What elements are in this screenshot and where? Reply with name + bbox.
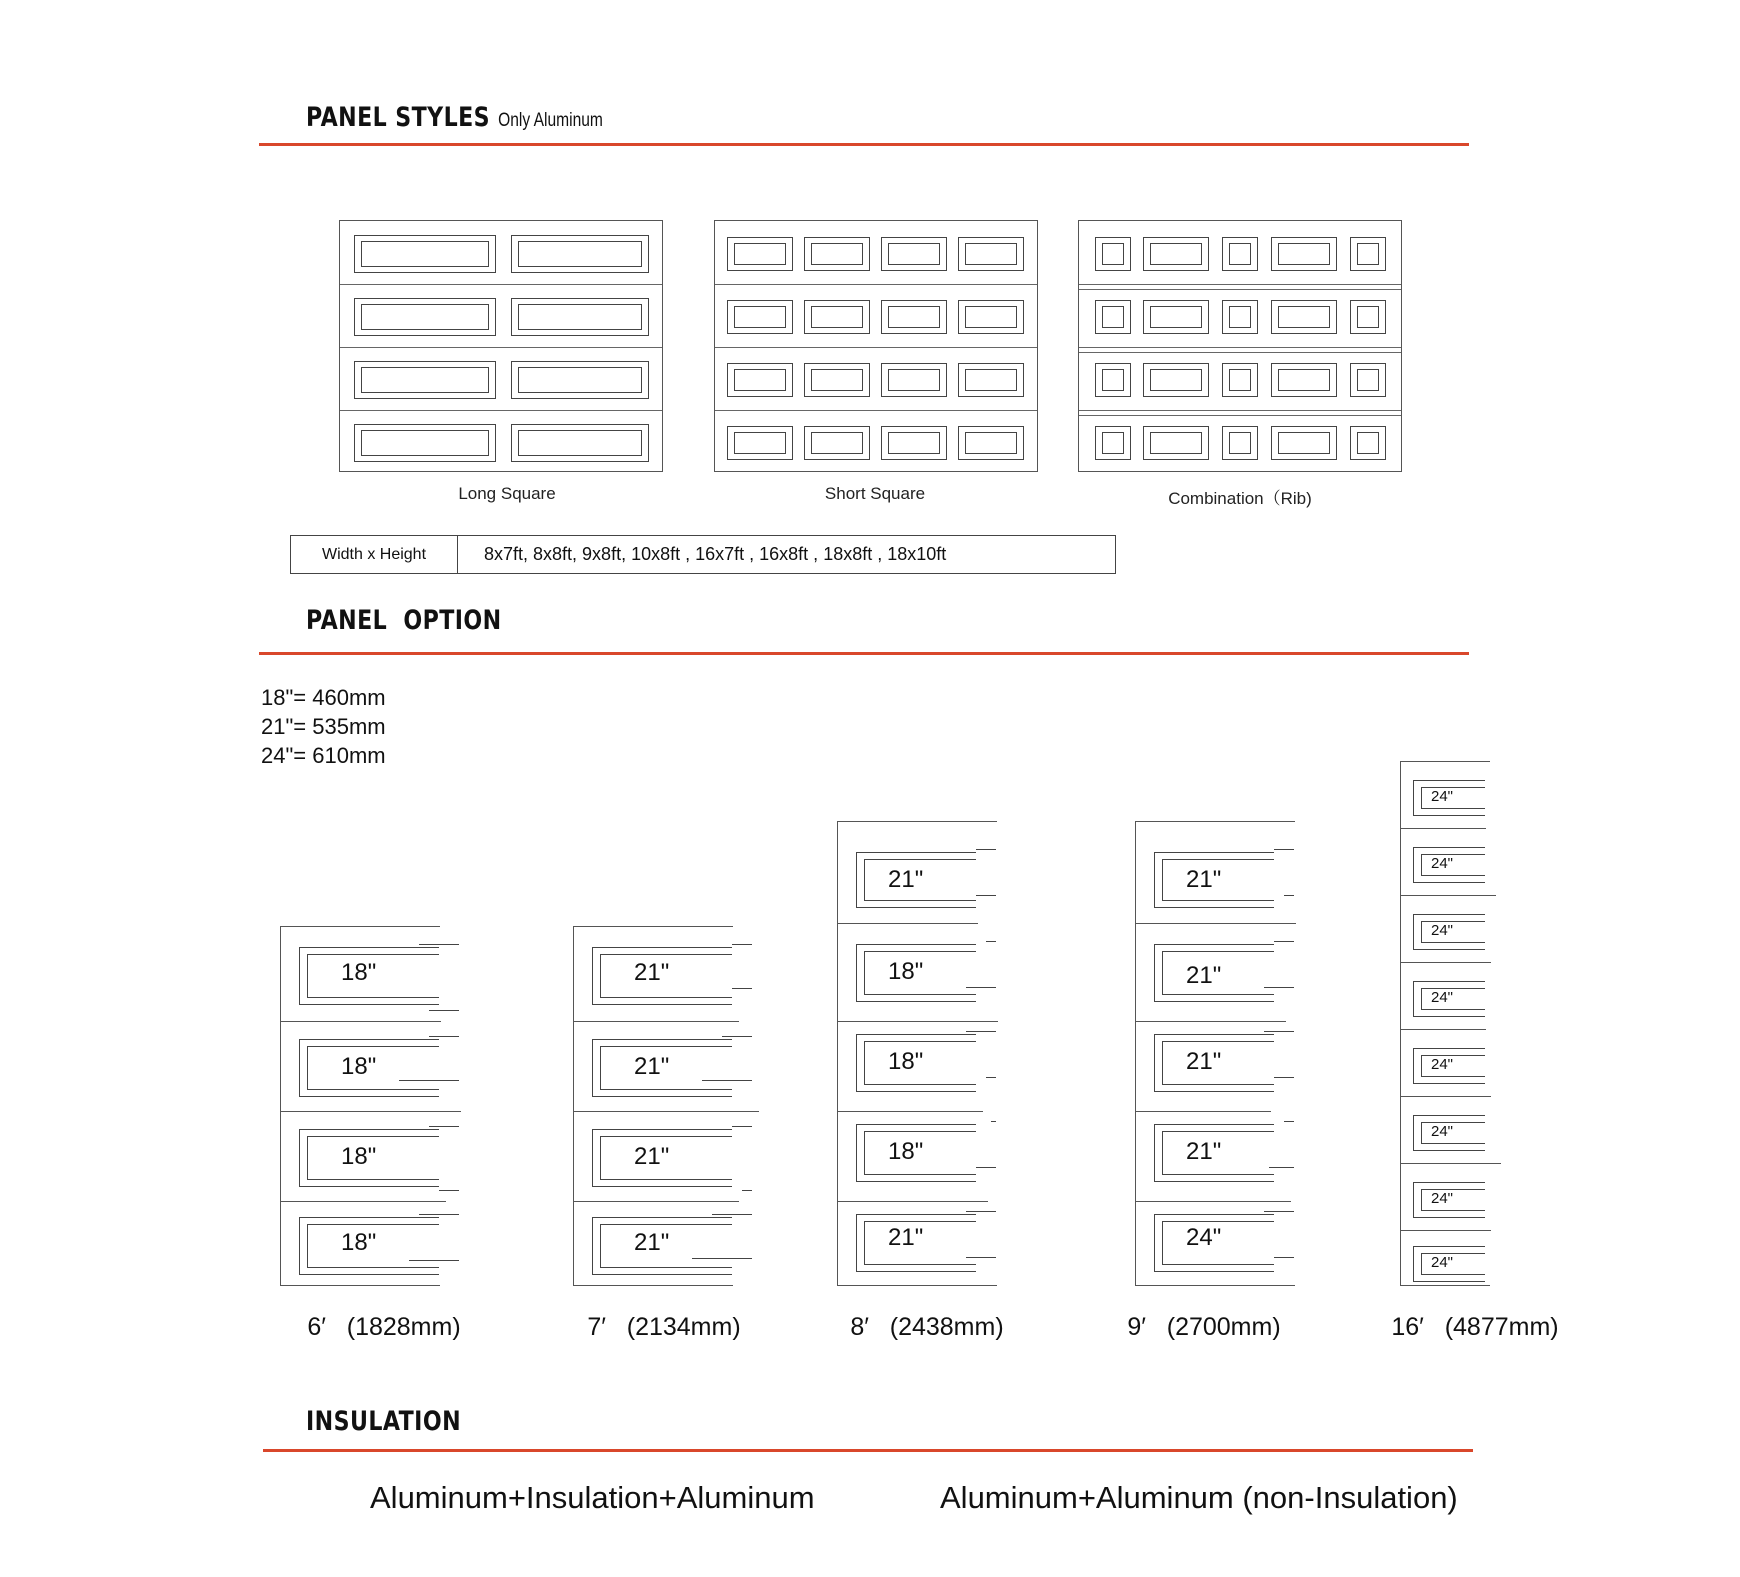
short-panel [804, 363, 870, 397]
panel-styles-rule [259, 143, 1469, 146]
panel-height-label: 24" [1431, 788, 1454, 805]
combo-panel [1143, 363, 1209, 397]
panel-height-label: 21" [1186, 866, 1222, 893]
short-panel [958, 237, 1024, 271]
panel-height-label: 21" [634, 1053, 670, 1080]
edge-line [429, 1010, 459, 1011]
panel-divider [281, 1111, 461, 1112]
door-16ft-panels [1400, 761, 1490, 1286]
panel-height-label: 24" [1186, 1224, 1222, 1251]
long-panel [511, 298, 649, 336]
panel-divider [838, 1021, 998, 1022]
edge-line [722, 1036, 752, 1037]
panel-divider [838, 1201, 988, 1202]
combo-panel [1095, 300, 1131, 334]
edge-line [439, 1190, 459, 1191]
short-panel [958, 300, 1024, 334]
edge-line [986, 941, 996, 942]
size-table-value: 8x7ft, 8x8ft, 9x8ft, 10x8ft , 16x7ft , 16x8ft , 18x8ft , 18x10ft [484, 544, 947, 564]
panel-height-label: 18" [341, 1143, 377, 1170]
row-divider [715, 410, 1037, 411]
long-square-diagram [339, 220, 663, 472]
panel-height-label: 21" [634, 1229, 670, 1256]
combo-panel [1350, 300, 1386, 334]
edge-line [419, 1214, 459, 1215]
panel-divider [1401, 828, 1486, 829]
short-panel [727, 300, 793, 334]
size-table [290, 535, 1116, 574]
row-divider [340, 410, 662, 411]
short-panel [958, 363, 1024, 397]
panel-height-label: 21" [634, 1143, 670, 1170]
door-6ft-panels [280, 926, 440, 1286]
panel-divider [574, 1201, 739, 1202]
panel-height-label: 24" [1431, 922, 1454, 939]
short-panel [804, 237, 870, 271]
short-panel [727, 363, 793, 397]
row-divider [1079, 284, 1401, 285]
combo-panel [1350, 237, 1386, 271]
long-panel [511, 424, 649, 462]
panel-divider [838, 923, 978, 924]
edge-line [1274, 1257, 1294, 1258]
combo-panel [1095, 426, 1131, 460]
panel-height-label: 21" [888, 1224, 924, 1251]
edge-line [732, 1126, 752, 1127]
edge-line [1274, 849, 1294, 850]
edge-line [409, 1260, 459, 1261]
rib-line [1079, 352, 1401, 353]
long-panel [354, 235, 496, 273]
panel-height-label: 21" [1186, 1138, 1222, 1165]
conversion-18: 18"= 460mm [261, 685, 386, 710]
panel-height-label: 18" [888, 1048, 924, 1075]
edge-line [966, 987, 996, 988]
edge-line [986, 1077, 996, 1078]
insulation-title: INSULATION [306, 1406, 462, 1437]
short-panel [727, 426, 793, 460]
edge-line [1264, 1031, 1294, 1032]
edge-line [976, 895, 996, 896]
panel-divider [1136, 1111, 1271, 1112]
long-panel [354, 424, 496, 462]
size-conversions [261, 683, 386, 770]
edge-line [1264, 1211, 1294, 1212]
panel-divider [1136, 1021, 1286, 1022]
panel-height-label: 18" [888, 958, 924, 985]
door-16ft-width: 16′ (4877mm) [1391, 1313, 1559, 1341]
rib-line [1079, 289, 1401, 290]
row-divider [715, 347, 1037, 348]
combo-panel [1350, 426, 1386, 460]
edge-line [976, 1167, 996, 1168]
short-panel [804, 300, 870, 334]
panel-divider [1136, 1201, 1291, 1202]
insulation-option-insulated: Aluminum+Insulation+Aluminum [370, 1480, 815, 1515]
panel-height-label: 21" [1186, 1048, 1222, 1075]
edge-line [966, 1257, 996, 1258]
panel-divider [1136, 923, 1296, 924]
panel-divider [1401, 1029, 1486, 1030]
panel-divider [281, 1201, 446, 1202]
combo-panel [1350, 363, 1386, 397]
combination-rib-diagram [1078, 220, 1402, 472]
short-panel [881, 300, 947, 334]
combo-panel [1271, 237, 1337, 271]
panel-option-title: PANEL OPTION [306, 605, 502, 636]
edge-line [1284, 1121, 1294, 1122]
panel-divider [281, 1021, 441, 1022]
door-9ft-width: 9′ (2700mm) [1127, 1313, 1281, 1341]
edge-line [1274, 1077, 1294, 1078]
combo-panel [1271, 300, 1337, 334]
combo-panel [1095, 237, 1131, 271]
door-8ft-width: 8′ (2438mm) [850, 1313, 1004, 1341]
panel-divider [1401, 1230, 1491, 1231]
combo-panel [1095, 363, 1131, 397]
edge-line [1264, 987, 1294, 988]
edge-line [399, 1080, 459, 1081]
edge-line [966, 1211, 996, 1212]
door-8ft-panels [837, 821, 997, 1286]
combo-panel [1143, 237, 1209, 271]
panel-height-label: 18" [888, 1138, 924, 1165]
row-divider [715, 284, 1037, 285]
edge-line [976, 849, 996, 850]
panel-divider [1401, 1096, 1491, 1097]
short-panel [804, 426, 870, 460]
insulation-rule [263, 1449, 1473, 1452]
panel-height-label: 24" [1431, 1190, 1454, 1207]
panel-height-label: 24" [1431, 855, 1454, 872]
panel-styles-subtitle: Only Aluminum [498, 110, 603, 131]
panel-option-rule [259, 652, 1469, 655]
panel-divider [1401, 962, 1491, 963]
short-square-caption: Short Square [824, 484, 926, 503]
combo-panel [1222, 237, 1258, 271]
panel-divider [574, 1111, 759, 1112]
combo-panel [1271, 426, 1337, 460]
panel-height-label: 21" [1186, 962, 1222, 989]
short-panel [727, 237, 793, 271]
combo-panel [1222, 300, 1258, 334]
combo-panel [1143, 300, 1209, 334]
combo-panel [1143, 426, 1209, 460]
long-panel [354, 361, 496, 399]
long-panel [354, 298, 496, 336]
edge-line [692, 1258, 752, 1259]
panel-height-label: 24" [1431, 989, 1454, 1006]
short-panel [881, 237, 947, 271]
row-divider [340, 284, 662, 285]
edge-line [712, 1214, 752, 1215]
panel-divider [1401, 895, 1496, 896]
row-divider [1079, 347, 1401, 348]
panel-height-label: 18" [341, 1229, 377, 1256]
panel-height-label: 18" [341, 959, 377, 986]
edge-line [1284, 895, 1294, 896]
panel-divider [1401, 1163, 1501, 1164]
rib-line [1079, 415, 1401, 416]
panel-divider [838, 1111, 983, 1112]
long-square-caption: Long Square [458, 484, 556, 503]
edge-line [732, 988, 752, 989]
combo-panel [1271, 363, 1337, 397]
long-panel [511, 361, 649, 399]
long-panel [511, 235, 649, 273]
door-7ft-panels [573, 926, 733, 1286]
conversion-24: 24"= 610mm [261, 743, 386, 768]
panel-styles-title-text: PANEL STYLES [306, 102, 490, 133]
combo-panel [1222, 426, 1258, 460]
panel-height-label: 24" [1431, 1056, 1454, 1073]
panel-height-label: 24" [1431, 1123, 1454, 1140]
conversion-21: 21"= 535mm [261, 714, 386, 739]
edge-line [1269, 1167, 1294, 1168]
short-panel [881, 426, 947, 460]
panel-divider [574, 1021, 739, 1022]
edge-line [1274, 941, 1294, 942]
row-divider [340, 347, 662, 348]
door-7ft-width: 7′ (2134mm) [587, 1313, 741, 1341]
panel-height-label: 18" [341, 1053, 377, 1080]
short-panel [958, 426, 1024, 460]
door-9ft-panels [1135, 821, 1295, 1286]
edge-line [429, 1126, 459, 1127]
door-6ft-width: 6′ (1828mm) [307, 1313, 461, 1341]
edge-line [419, 944, 459, 945]
size-table-label: Width x Height [291, 536, 458, 573]
combination-rib-caption: Combination（Rib) [1168, 489, 1312, 508]
edge-line [991, 1121, 996, 1122]
panel-height-label: 21" [888, 866, 924, 893]
insulation-option-non-insulated: Aluminum+Aluminum (non-Insulation) [940, 1480, 1458, 1515]
edge-line [732, 944, 752, 945]
edge-line [966, 1031, 996, 1032]
row-divider [1079, 410, 1401, 411]
short-panel [881, 363, 947, 397]
combo-panel [1222, 363, 1258, 397]
edge-line [702, 1080, 752, 1081]
short-square-diagram [714, 220, 1038, 472]
edge-line [742, 1190, 752, 1191]
panel-styles-title [306, 102, 603, 133]
panel-height-label: 24" [1431, 1254, 1454, 1271]
edge-line [429, 1036, 459, 1037]
panel-height-label: 21" [634, 959, 670, 986]
